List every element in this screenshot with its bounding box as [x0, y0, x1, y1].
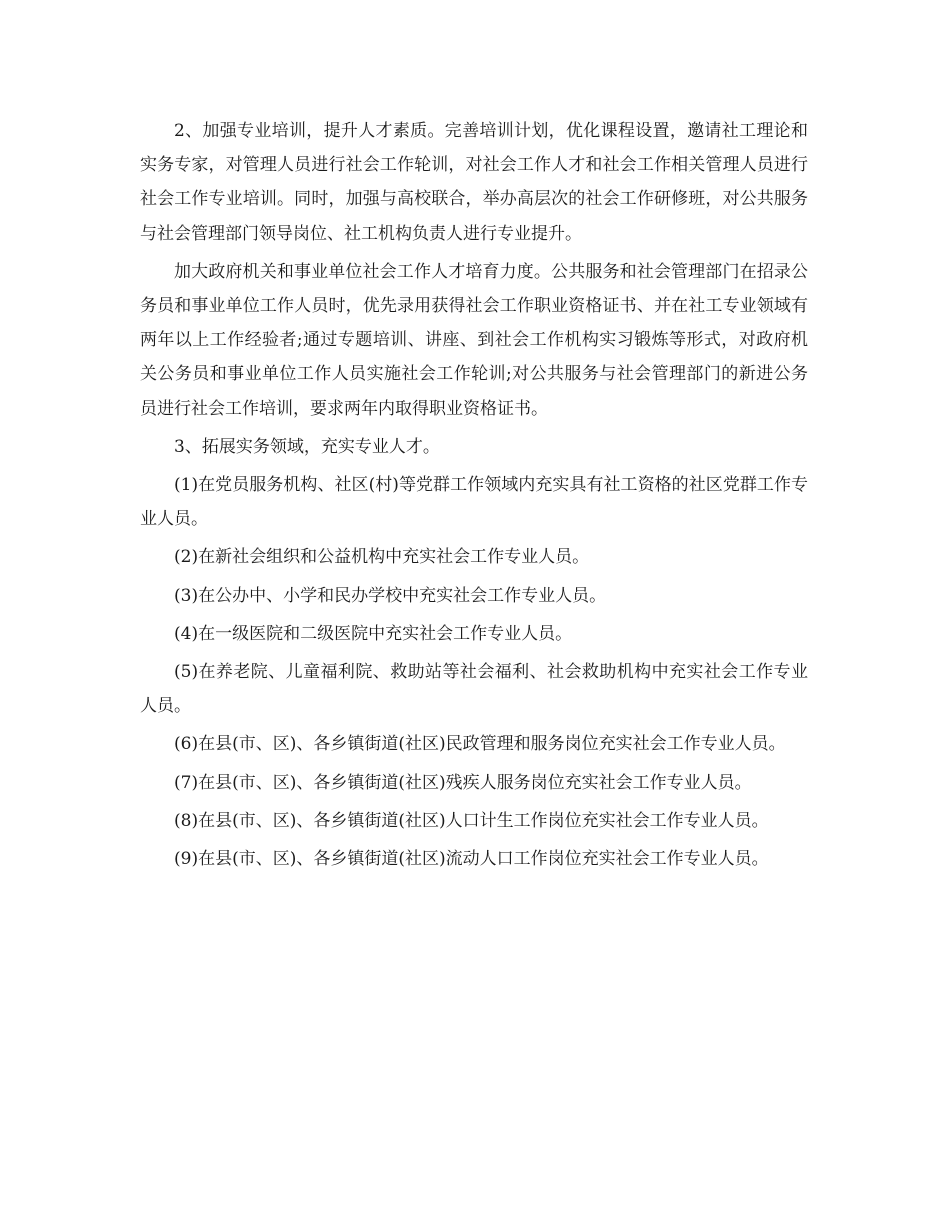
list-item-6: (6)在县(市、区)、各乡镇街道(社区)民政管理和服务岗位充实社会工作专业人员。 [174, 734, 786, 755]
list-item-2: (2)在新社会组织和公益机构中充实社会工作专业人员。 [174, 547, 590, 568]
paragraph-government-cultivation: 加大政府机关和事业单位社会工作人才培育力度。公共服务和社会管理部门在招录公务员和事业单位工作人员时，优先录用获得社会工作职业资格证书、并在社工专业领域有两年以上工作经验者;通过专题培训、讲座、到社会工作机构实习锻炼等形式，对政府机关公务员和事业单位工作人员实施社会工作轮训;对公共服务与社会管理部门的新进公务员进行社会工作培训，要求两年内取得职业资格证书。 [140, 261, 808, 419]
document-body [140, 114, 808, 880]
paragraph-training: 2、加强专业培训，提升人才素质。完善培训计划，优化课程设置，邀请社工理论和实务专家，对管理人员进行社会工作轮训，对社会工作人才和社会工作相关管理人员进行社会工作专业培训。同时，加强与高校联合，举办高层次的社会工作研修班，对公共服务与社会管理部门领导岗位、社工机构负责人进行专业提升。 [140, 121, 808, 244]
list-item-7: (7)在县(市、区)、各乡镇街道(社区)残疾人服务岗位充实社会工作专业人员。 [174, 772, 752, 793]
list-item-1: (1)在党员服务机构、社区(村)等党群工作领域内充实具有社工资格的社区党群工作专业人员。 [140, 475, 808, 530]
list-item-4: (4)在一级医院和二级医院中充实社会工作专业人员。 [174, 623, 573, 644]
list-item-5: (5)在养老院、儿童福利院、救助站等社会福利、社会救助机构中充实社会工作专业人员。 [140, 662, 808, 717]
list-item-9: (9)在县(市、区)、各乡镇街道(社区)流动人口工作岗位充实社会工作专业人员。 [174, 849, 769, 870]
list-item-3: (3)在公办中、小学和民办学校中充实社会工作专业人员。 [174, 585, 607, 606]
list-item-8: (8)在县(市、区)、各乡镇街道(社区)人口计生工作岗位充实社会工作专业人员。 [174, 810, 769, 831]
paragraph-expand-practice: 3、拓展实务领域，充实专业人才。 [174, 436, 440, 457]
